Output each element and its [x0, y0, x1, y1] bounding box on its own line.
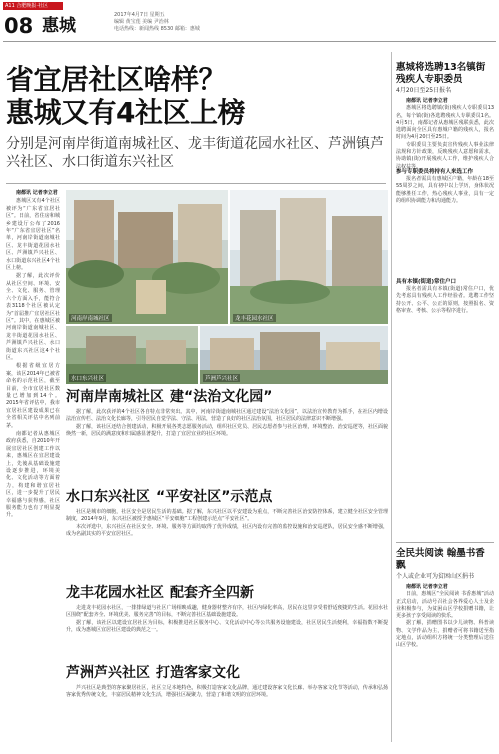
right-byline: 南都讯 记者李立君 [406, 98, 448, 104]
section-body-4 [66, 685, 388, 725]
right-text-2 [396, 286, 494, 406]
body-paragraph: 据了解，此次获评的4个社区各自特点非常突出。其中，河南岸街道南城社区通过建设“法治文化园”，以法治宣传教育为抓手，在社区内增设法治宣传栏、法治文化长廊等，引导居民自觉学法、守法、用法，营造了良好的社区法治氛围，社区居民的法律意识不断增强。 [66, 409, 388, 423]
section-heading-3 [66, 584, 254, 602]
left-paragraph: 惠城区又有4个社区被评为“广东省宜居社区”。日前，省住房和城乡建设厅公布了2016年“广东省宜居社区”名单，河南岸街道南城社区、龙丰街道花园水社区、芦洲镇芦兴社区、水口街道东兴社区4个社区上榜。 [6, 198, 60, 272]
section-place: 河南岸南城社区 [66, 389, 164, 405]
right-paragraph: 惠城区将选聘镇(街)残疾人专职委员13名，每个镇(街)各选聘残疾人专职委员1名。4月5日，南都记者从惠城区残联获悉，此次选聘面向全区具有惠城户籍的残疾人，报名时间为4月20日至25日。 [396, 105, 494, 141]
body-paragraph: 据了解，该社区还结合创建活动，积极开展各类志愿服务活动，组织社区党员、居民志愿者参与社区治理，环境整治、治安巡逻等，社区面貌焕然一新，居民的满意度和归属感显著提升，打造了宜居宜业的社区环境。 [66, 423, 388, 437]
photo-caption: 河南岸南城社区 [71, 316, 110, 322]
right-paragraph: 报名者需具有惠城区户籍，年龄在18至55周岁之间，具有初中以上学历，身体状况能够胜任工作，热心残疾人事业，具有一定的组织协调能力和沟通能力。 [396, 176, 494, 204]
right-story-subtitle: 4月20日至25日报名 [396, 87, 452, 94]
masthead-rule [3, 41, 496, 42]
byline: 南都讯 记者李立君 [16, 190, 58, 196]
section-place: 龙丰花园水社区 [66, 585, 164, 601]
body-paragraph: 芦兴社区是典型的客家聚居社区，社区立足本地特色，积极打造客家文化品牌，通过建设客家文化长廊、举办客家文化节等活动，传承和弘扬客家优秀传统文化，丰富居民精神文化生活，增强社区凝聚力，营造了和谐文明的宜居环境。 [66, 685, 388, 699]
right-story-subtitle: 个人或企业可为贫困山区捐书 [396, 573, 475, 580]
right-text-1 [396, 176, 494, 276]
section-highlight: “平安社区”示范点 [156, 489, 273, 505]
section-highlight: 建“法治文化园” [170, 389, 273, 405]
right-paragraph: 日前，惠城区“全民阅读 书香惠城”活动正式启动，活动号召社会各界爱心人士及企业积极参与，为贫困山区学校捐赠书籍，让更多孩子享受阅读的快乐。 [396, 591, 494, 620]
right-subhead-1: 参与专职委员将持有人来选工作 [396, 169, 474, 175]
masthead-info [114, 12, 200, 33]
section-place: 芦洲芦兴社区 [66, 665, 150, 681]
right-story-body [396, 98, 494, 170]
photo-dongxing [66, 326, 198, 384]
masthead [0, 0, 499, 42]
right-story-title: 惠城将选聘13名镇街残疾人专职委员 [396, 62, 486, 85]
photo-caption: 芦洲芦兴社区 [205, 376, 239, 382]
left-column-text [6, 190, 60, 710]
right-subhead-2: 具有本镇(街道)常住户口 [396, 279, 457, 285]
section-heading-4 [66, 664, 240, 682]
body-paragraph: 据了解，该社区以建设宜居社区为目标，积极推进社区服务中心、文化活动中心等公共服务设施建设，社区居民生活便利，幸福指数不断提升，成为惠城区宜居社区建设的典范之一。 [66, 619, 388, 633]
photo-caption: 龙丰花园水社区 [235, 316, 274, 322]
section-highlight: 打造客家文化 [156, 665, 240, 681]
right-story-2 [396, 548, 494, 754]
left-paragraph: 据了解，此次评价从社区空间、环境、安全、文化、服务、管理六个方面入手，能符合表3118个社区被认定为“首届推广宜居社区社区”。其中，在惠城区被河南岸街道南城社区、龙丰街道花园水社区、芦洲镇芦兴社区、水口街道东兴社区这4个社区。 [6, 273, 60, 361]
sub-headline: 分别是河南岸街道南城社区、龙丰街道花园水社区、芦洲镇芦兴社区、水口街道东兴社区 [6, 136, 384, 170]
right-story-title: 全民共阅读 翰墨书香飘 [396, 548, 485, 571]
right-paragraph: 专职委员主要负责宣传残疾人事业法律法规和方针政策，反映残疾人意愿和需求，协助镇(街)开展残疾人工作，维护残疾人合法权益等。 [396, 141, 494, 170]
photo-nancheng-image [66, 190, 228, 324]
right-story-1 [396, 62, 494, 406]
headline-line-1: 省宜居社区啥样？ [6, 63, 227, 96]
photo-huayuanshui [230, 190, 388, 324]
right-story-body [396, 584, 494, 754]
section-heading-2 [66, 488, 272, 506]
left-paragraph: 南都记者从惠城区政府获悉，自2010年开展宜居社区创建工作以来，惠城区在宜居建设上，先後从基础设施建设逐步推进，环境美化、文化活动等方面着力，构建和谐宜居社区，进一步提升了居民幸福感与获得感，社区服务能力也有了明显提升。 [6, 431, 60, 519]
column-divider [391, 52, 392, 742]
section-place: 水口东兴社区 [66, 489, 150, 505]
section-name: 惠城 [42, 16, 76, 36]
body-paragraph: 社区是城市的细胞，社区安全是居民生活的基础。据了解，东兴社区以平安建设为重点，不断完善社区治安防控体系，建立健全社区安全管理制度，2014年9月，东兴社区被授予惠城区“平安细胞”工程创建示范点“平安社区”。 [66, 509, 388, 523]
right-story-rule [396, 542, 494, 543]
date-line: 2017年4月7日 星期五 [114, 12, 165, 18]
left-paragraph: 根据省级宜居方案，该区2014年已被省命名的示范社区，截至目前，全市宜居社区数量已增加到14个。2015年省评估中，我市宜居社区建设成果已在全省相关评估中名列前茅。 [6, 363, 60, 429]
headline-rule [6, 183, 386, 184]
body-paragraph: 走进龙丰花园水社区，一排排绿道与社区广场相映成趣，健身器材整齐有序，社区内绿化率高，居民在这里享受着舒适便捷的生活。花园水社区围绕“配套齐全、环境优美、服务完善”的目标，不断完善社区基础设施建设。 [66, 605, 388, 619]
photo-caption: 水口东兴社区 [71, 376, 105, 382]
section-heading-1 [66, 388, 272, 406]
right-paragraph: 据了解，捐赠图书以少儿读物、科普读物、文学作品为主，捐赠者可将书籍送至指定地点，活动组织方将统一分类整理后送往山区学校。 [396, 620, 494, 649]
contact-line: 电话热线：新闻热线 8530 邮箱：惠城 [114, 26, 200, 32]
photo-nancheng [66, 190, 228, 324]
photo-huayuanshui-image [230, 190, 388, 324]
section-body-2 [66, 509, 388, 571]
brand-tag: A11 合肥晚报·社区 [3, 2, 63, 10]
section-body-1 [66, 409, 388, 467]
right-byline: 南都讯 记者李立君 [406, 584, 448, 590]
headline-line-2: 惠城又有4社区上榜 [6, 96, 245, 129]
photo-luxing [200, 326, 388, 384]
section-highlight: 配套齐全四新 [170, 585, 254, 601]
section-body-3 [66, 605, 388, 655]
section-number: 08 [4, 14, 34, 38]
right-paragraph: 报名者需具有本镇(街道)常住户口，优先考虑具有残疾人工作经验者。选聘工作坚持公开、公平、公正的原则，按照报名、资格审查、考核、公示等程序进行。 [396, 286, 494, 314]
body-paragraph: 本次评选中，东兴社区在社区安全、环境、服务等方面均取得了优异成绩，社区内设有完善的监控设施和治安巡逻队，居民安全感不断增强，成为名副其实的平安宜居社区。 [66, 523, 388, 537]
editor-line: 编辑 黄宝莲 美编 尹治林 [114, 19, 169, 25]
main-headline [6, 63, 386, 129]
